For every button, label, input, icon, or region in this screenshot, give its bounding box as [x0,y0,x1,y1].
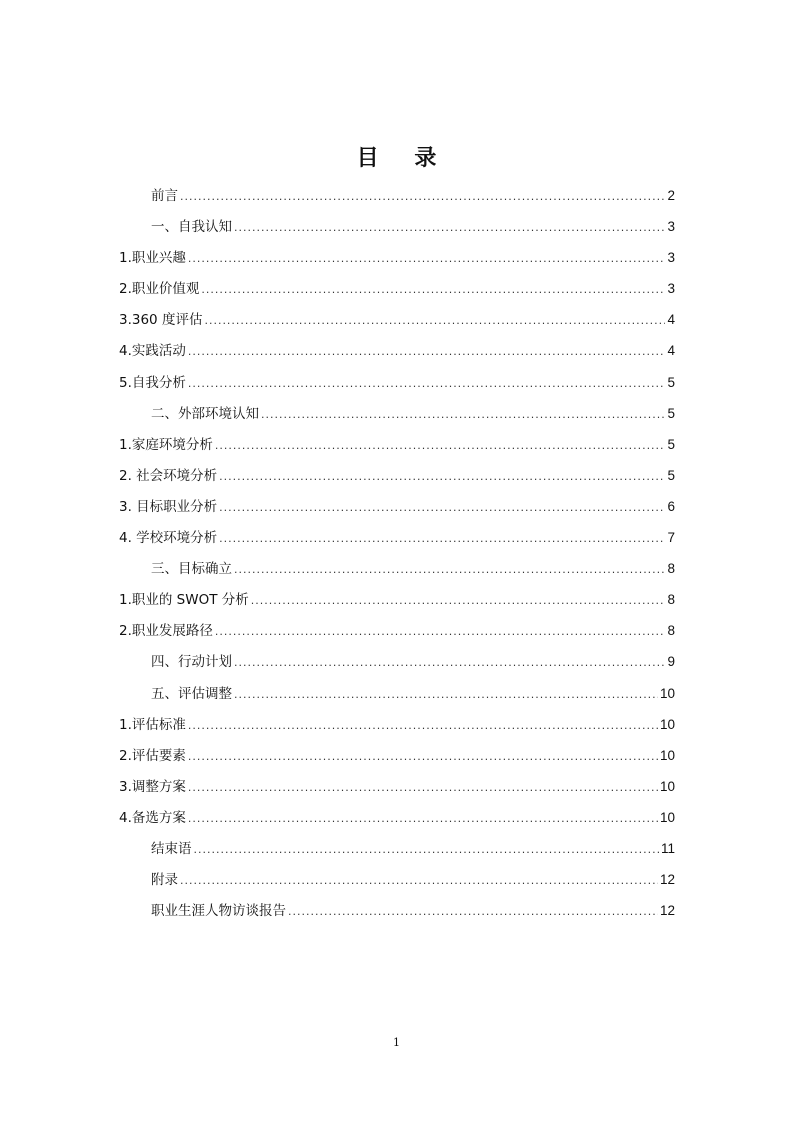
toc-entry-label: 1.职业兴趣 [119,250,186,267]
toc-entry[interactable] [119,429,675,460]
toc-entry-page-number: 10 [659,747,675,763]
toc-entry-page-number: 3 [667,281,675,297]
toc-leader-dots [234,212,665,243]
toc-entry-page-number: 5 [667,374,675,390]
toc-title: 目 录 [356,146,451,171]
toc-entry-page-number: 11 [660,840,675,856]
toc-entry-label: 附录 [151,872,178,889]
toc-leader-dots [219,492,665,523]
toc-leader-dots [234,679,658,710]
toc-entry[interactable] [119,180,675,211]
toc-entry[interactable] [119,833,675,864]
toc-entry[interactable] [119,367,675,398]
toc-entry-page-number: 5 [667,405,675,421]
toc-entry-page-number: 10 [659,809,675,825]
toc-entry-page-number: 10 [659,685,675,701]
toc-entry-label: 职业生涯人物访谈报告 [151,903,286,920]
toc-leader-dots [215,430,666,461]
toc-entry[interactable] [119,615,675,646]
toc-leader-dots [251,585,666,616]
toc-entry[interactable] [119,678,675,709]
toc-entry-label: 3.360 度评估 [119,312,203,329]
toc-entry[interactable] [119,522,675,553]
toc-leader-dots [288,896,658,927]
toc-entry-label: 4. 学校环境分析 [119,530,218,547]
toc-entry-label: 二、外部环境认知 [151,405,259,422]
toc-leader-dots [188,336,666,367]
toc-entry[interactable] [119,584,675,615]
toc-entry-page-number: 2 [667,188,675,203]
toc-entry-label: 三、目标确立 [151,561,232,578]
toc-entry-page-number: 4 [667,312,675,328]
toc-entry-label: 2.职业发展路径 [119,623,213,640]
toc-entry[interactable] [119,398,675,429]
toc-entry[interactable] [119,646,675,677]
toc-leader-dots [261,399,665,430]
toc-entry-label: 2.职业价值观 [119,281,200,298]
toc-entry-label: 前言 [151,188,178,204]
toc-entry[interactable] [119,304,675,335]
toc-leader-dots [234,554,665,585]
toc-entry[interactable] [119,895,675,926]
toc-leader-dots [215,616,666,647]
toc-entry[interactable] [119,864,675,895]
toc-entry-label: 四、行动计划 [151,654,232,671]
toc-entry[interactable] [119,491,675,522]
toc-leader-dots [234,647,665,678]
toc-entry-label: 一、自我认知 [151,219,232,236]
toc-leader-dots [180,865,658,896]
toc-entry-page-number: 10 [659,778,675,794]
toc-entry-page-number: 8 [667,592,675,608]
toc-entry-page-number: 3 [667,219,675,235]
toc-leader-dots [219,523,665,554]
toc-entry-page-number: 6 [667,498,675,514]
toc-entry-label: 结束语 [151,840,192,857]
toc-entry-page-number: 12 [659,903,675,919]
table-of-contents [119,180,675,926]
toc-entry-page-number: 10 [659,716,675,732]
toc-leader-dots [180,181,665,212]
toc-entry[interactable] [119,553,675,584]
page-number: 1 [393,1036,400,1049]
toc-entry[interactable] [119,802,675,833]
toc-entry-label: 4.备选方案 [119,809,186,826]
toc-entry-page-number: 12 [659,872,675,888]
toc-entry-label: 3.调整方案 [119,778,186,795]
toc-leader-dots [188,243,666,274]
toc-leader-dots [188,772,658,803]
toc-entry-page-number: 5 [667,467,675,483]
toc-entry[interactable] [119,771,675,802]
toc-leader-dots [188,741,658,772]
toc-leader-dots [219,461,665,492]
toc-entry-label: 5.自我分析 [119,374,186,391]
toc-entry-label: 1.评估标准 [119,716,186,733]
toc-entry-page-number: 8 [667,623,675,639]
toc-entry-label: 2. 社会环境分析 [119,467,218,484]
toc-entry[interactable] [119,242,675,273]
toc-entry[interactable] [119,335,675,366]
toc-leader-dots [188,368,666,399]
toc-entry-page-number: 4 [667,343,675,359]
toc-entry-page-number: 8 [667,561,675,577]
toc-leader-dots [201,274,665,305]
toc-entry-label: 3. 目标职业分析 [119,498,218,515]
toc-entry-label: 4.实践活动 [119,343,186,360]
toc-entry[interactable] [119,460,675,491]
toc-entry-page-number: 3 [667,250,675,266]
toc-leader-dots [188,710,658,741]
toc-entry-label: 五、评估调整 [151,685,232,702]
toc-entry[interactable] [119,740,675,771]
toc-entry-page-number: 9 [667,654,675,670]
toc-entry-label: 1.职业的 SWOT 分析 [119,592,249,609]
toc-entry-label: 2.评估要素 [119,747,186,764]
toc-entry-page-number: 7 [667,530,675,546]
toc-entry-page-number: 5 [667,436,675,452]
toc-entry[interactable] [119,273,675,304]
toc-entry[interactable] [119,211,675,242]
toc-entry-label: 1.家庭环境分析 [119,436,213,453]
toc-leader-dots [194,834,659,865]
toc-leader-dots [188,803,658,834]
toc-entry[interactable] [119,709,675,740]
toc-leader-dots [204,305,665,336]
